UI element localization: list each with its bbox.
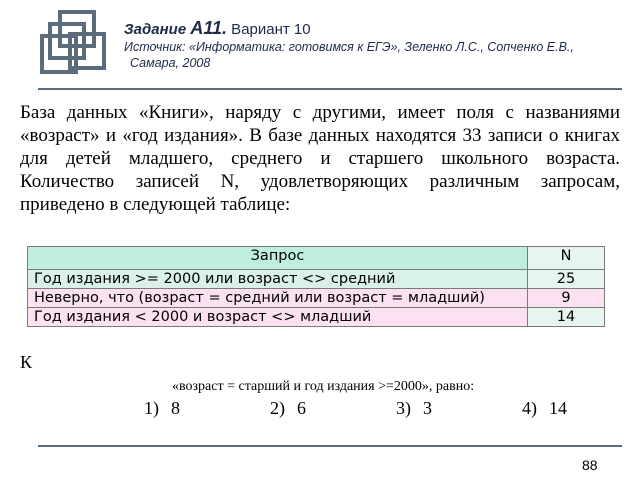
answer-option[interactable]: 1) 8 xyxy=(144,398,180,418)
problem-paragraph: База данных «Книги», наряду с другими, имеет поля с названиями «возраст» и «год издания». В базе данных находятся 33 записи о книгах для детей младшего, среднего и старшего школьного возраста. Количество записей N, удовлетворяющих различным запросам, приведено в следующей таблице: xyxy=(20,102,620,215)
query-cell: Год издания >= 2000 или возраст <> средний xyxy=(28,270,528,289)
header-n: N xyxy=(528,247,605,270)
count-cell: 9 xyxy=(528,289,605,308)
answer-options xyxy=(144,398,640,419)
logo-squares-icon xyxy=(40,10,110,80)
count-cell: 25 xyxy=(528,270,605,289)
top-divider xyxy=(38,88,622,90)
header-query: Запрос xyxy=(28,247,528,270)
page-number: 88 xyxy=(582,457,598,473)
query-table xyxy=(27,246,605,327)
source-line-2: Самара, 2008 xyxy=(130,56,211,70)
cutoff-text: К xyxy=(20,352,33,372)
answer-option[interactable]: 4) 14 xyxy=(522,398,567,418)
table-row xyxy=(28,289,605,308)
query-cell: Неверно, что (возраст = средний или возраст = младший) xyxy=(28,289,528,308)
table-row xyxy=(28,308,605,327)
table-row xyxy=(28,270,605,289)
answer-option[interactable]: 2) 6 xyxy=(270,398,306,418)
slide-header xyxy=(124,18,624,71)
bottom-divider xyxy=(38,445,622,447)
table-header-row xyxy=(28,247,605,270)
answer-option[interactable]: 3) 3 xyxy=(396,398,432,418)
question-tail: «возраст = старший и год издания >=2000», равно: xyxy=(172,379,475,394)
source-line-1: Источник: «Информатика: готовимся к ЕГЭ», Зеленко Л.С., Сопченко Е.В., xyxy=(124,40,574,54)
count-cell: 14 xyxy=(528,308,605,327)
query-cell: Год издания < 2000 и возраст <> младший xyxy=(28,308,528,327)
slide-title: Задание А11. Вариант 10 xyxy=(124,18,311,38)
